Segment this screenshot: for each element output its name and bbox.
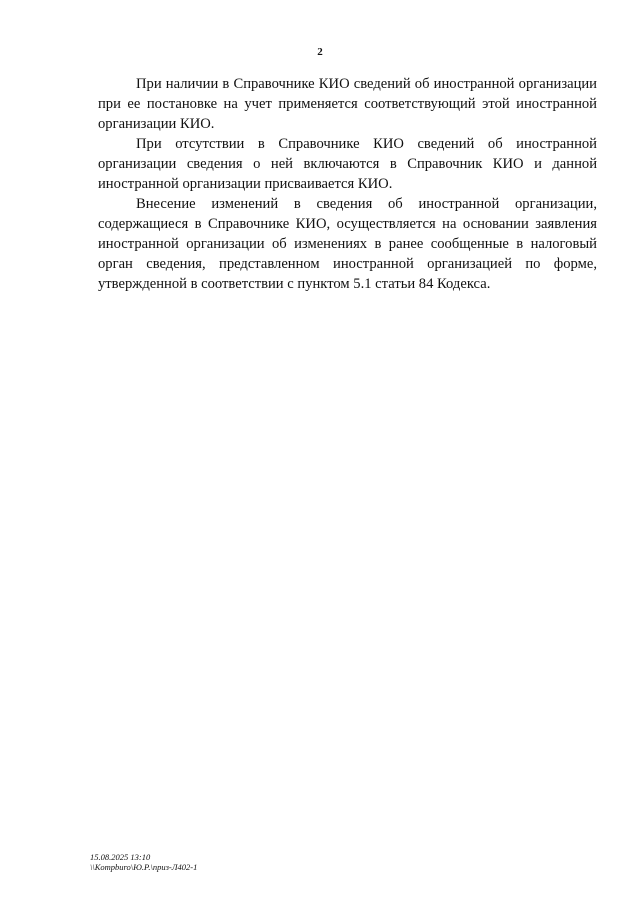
paragraph-2: При отсутствии в Справочнике КИО сведений об иностранной организации сведения о ней включаются в Справочник КИО и данной иностранной организации присваивается КИО. [98, 136, 597, 192]
footer-timestamp: 15.08.2025 13:10 [90, 852, 151, 862]
paragraph-3: Внесение изменений в сведения об иностранной организации, содержащиеся в Справочнике КИО, осуществляется на основании заявления иностранной организации об изменениях в ранее сообщенные в налоговый орган сведения, представленном иностранной организацией по форме, утвержденной в соответствии с пунктом 5.1 статьи 84 Кодекса. [98, 196, 597, 292]
document-body [98, 74, 597, 294]
page-number: 2 [317, 46, 323, 58]
paragraph-1: При наличии в Справочнике КИО сведений об иностранной организации при ее постановке на учет применяется соответствующий этой иностранной организации КИО. [98, 76, 597, 132]
document-footer [90, 852, 197, 872]
footer-file-path: \\Kompburo\Ю.Р.\приз-Л402-1 [90, 862, 198, 872]
